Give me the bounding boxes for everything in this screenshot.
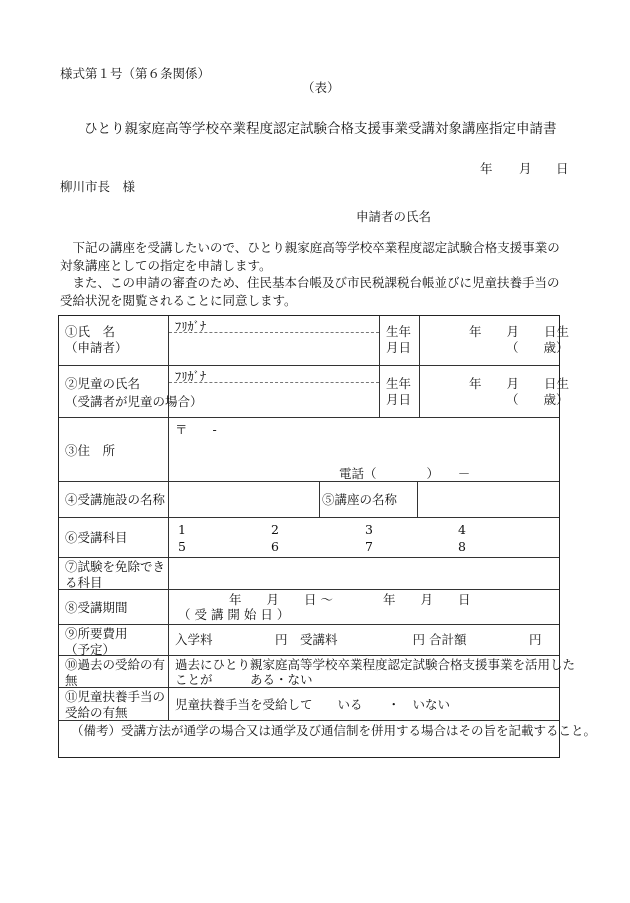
subject-number: 8 <box>458 539 466 554</box>
child-name-label: ②児童の氏名 <box>65 376 141 391</box>
exempt-subjects-field[interactable] <box>172 560 555 587</box>
applicant-name-label: 申請者の氏名 <box>356 209 432 224</box>
exempt-subjects-label: ⑦試験を免除でき る科目 <box>65 559 166 590</box>
child-allowance-label: ⑪児童扶養手当の 受給の有無 <box>65 689 166 720</box>
facility-name-label: ④受講施設の名称 <box>65 492 166 507</box>
phone-field[interactable]: 電話（ ） － <box>339 466 471 481</box>
cost-label: ⑨所要費用 （予定） <box>65 626 128 657</box>
postal-code-field[interactable]: 〒 - <box>175 422 217 437</box>
past-benefit-label: ⑩過去の受給の有 無 <box>65 657 166 688</box>
paragraph-request: 下記の講座を受講したいので、ひとり親家庭高等学校卒業程度認定試験合格支援事業の対象講座としての指定を申請します。 <box>60 240 560 273</box>
applicant-dob-field[interactable]: 年 月 日生 <box>469 324 570 339</box>
subject-number: 5 <box>178 539 186 554</box>
course-name-label: ⑤講座の名称 <box>322 492 398 507</box>
applicant-name-field[interactable] <box>172 334 377 364</box>
child-age-field[interactable]: （ 歳） <box>506 392 569 407</box>
addressee: 柳川市長 様 <box>60 179 136 194</box>
facility-name-field[interactable] <box>172 484 316 514</box>
past-benefit-text: 過去にひとり親家庭高等学校卒業程度認定試験合格支援事業を活用した <box>175 657 576 672</box>
subject-number: 3 <box>365 522 373 537</box>
subject-number: 7 <box>365 539 373 554</box>
dob-label: 生年 月日 <box>386 324 412 355</box>
paragraph-consent: また、この申請の審査のため、住民基本台帳及び市民税課税台帳並びに児童扶養手当の受給状況を閲覧されることに同意します。 <box>60 275 560 308</box>
date-year-label: 年 <box>480 161 493 176</box>
child-allowance-choice[interactable]: 児童扶養手当を受給して いる ・ いない <box>175 697 451 712</box>
past-benefit-choice[interactable]: ことが ある・ない <box>175 672 313 687</box>
course-start-note: （ 受 講 開 始 日 ） <box>178 607 290 622</box>
side-label: （表） <box>302 80 340 95</box>
application-form-table <box>58 315 597 758</box>
cost-breakdown-field[interactable]: 入学料 円 受講料 円 合計額 円 <box>175 632 542 647</box>
applicant-age-field[interactable]: （ 歳） <box>506 340 569 355</box>
subjects-label: ⑥受講科目 <box>65 530 128 545</box>
child-dob-field[interactable]: 年 月 日生 <box>469 376 570 391</box>
child-name-field[interactable] <box>172 384 377 416</box>
address-label: ③住 所 <box>65 443 116 458</box>
remarks-note: （備考）受講方法が通学の場合又は通学及び通信制を併用する場合はその旨を記載すること。 <box>71 723 597 738</box>
date-month-label: 月 <box>519 161 532 176</box>
applicant-name-label: ①氏 名 （申請者） <box>65 324 128 355</box>
subject-number: 6 <box>271 539 279 554</box>
furigana-label: ﾌﾘｶﾞﾅ <box>175 369 207 384</box>
course-period-field[interactable]: 年 月 日 ～ 年 月 日 <box>229 592 471 607</box>
subject-number: 2 <box>271 522 279 537</box>
form-number: 様式第１号（第６条関係） <box>60 66 211 81</box>
date-day-label: 日 <box>556 161 569 176</box>
subject-number: 1 <box>178 522 186 537</box>
course-name-field[interactable] <box>421 484 555 514</box>
course-period-label: ⑧受講期間 <box>65 600 128 615</box>
page-title: ひとり親家庭高等学校卒業程度認定試験合格支援事業受講対象講座指定申請書 <box>84 121 557 137</box>
child-name-note: （受講者が児童の場合） <box>65 394 203 409</box>
furigana-label: ﾌﾘｶﾞﾅ <box>175 319 207 334</box>
dob-label: 生年 月日 <box>386 376 412 407</box>
subject-number: 4 <box>458 522 466 537</box>
